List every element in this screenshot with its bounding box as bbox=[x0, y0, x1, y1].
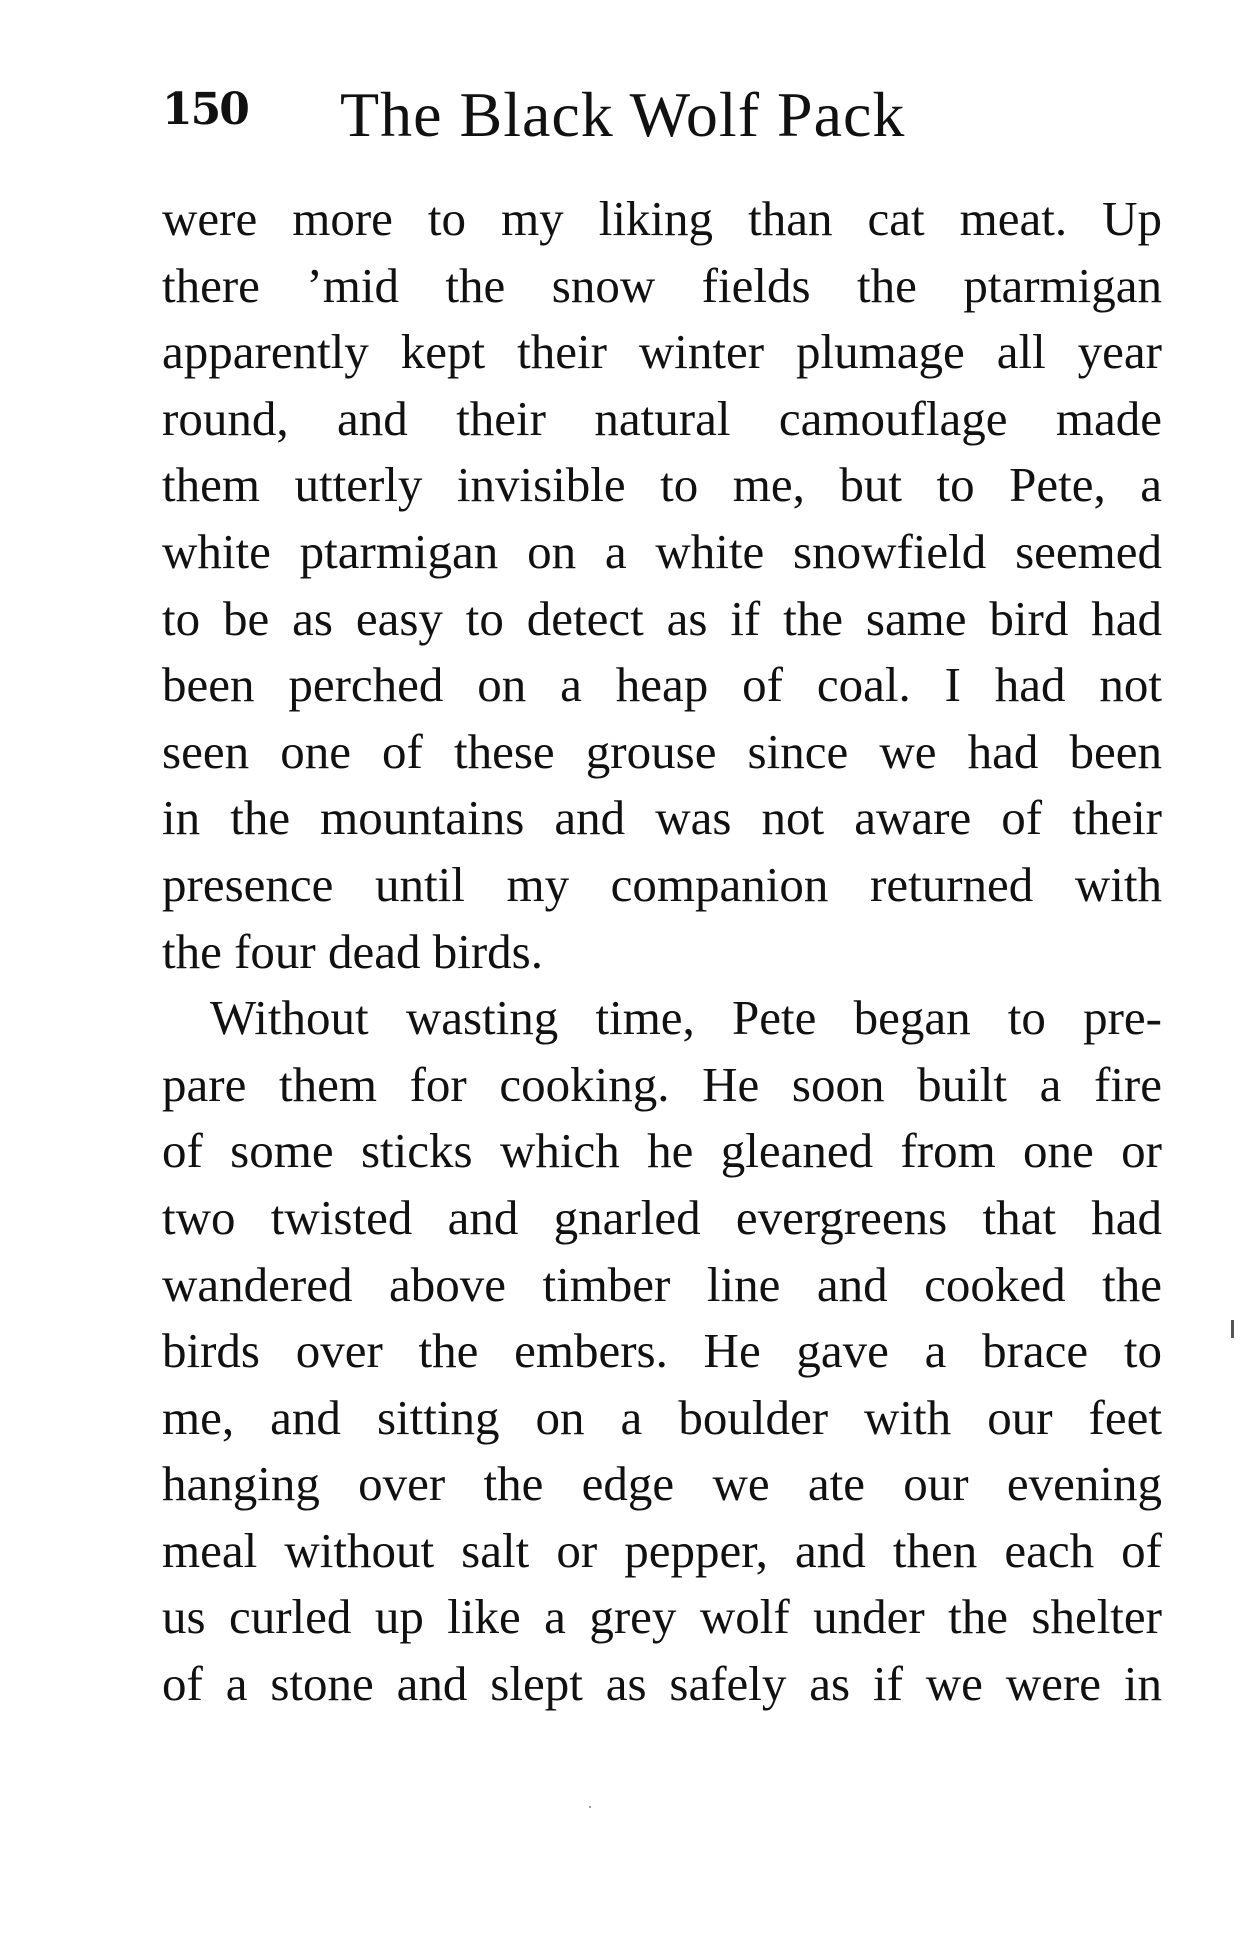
text-line: them utterly invisible to me, but to Pete, a bbox=[162, 457, 1162, 513]
text-line: me, and sitting on a boulder with our feet bbox=[162, 1389, 1162, 1445]
text-line: the four dead birds. bbox=[162, 923, 543, 979]
scan-speck bbox=[589, 1806, 591, 1808]
text-line: in the mountains and was not aware of their bbox=[162, 790, 1162, 846]
text-line: pare them for cooking. He soon built a fire bbox=[162, 1056, 1162, 1112]
page-number: 150 bbox=[162, 84, 248, 135]
text-line: of some sticks which he gleaned from one or bbox=[162, 1123, 1162, 1179]
text-line: round, and their natural camouflage made bbox=[162, 390, 1162, 446]
text-line: wandered above timber line and cooked the bbox=[162, 1256, 1162, 1312]
paragraph-2 bbox=[162, 985, 1162, 1718]
running-title: The Black Wolf Pack bbox=[340, 79, 906, 150]
text-line: been perched on a heap of coal. I had not bbox=[162, 657, 1162, 713]
text-line: Without wasting time, Pete began to pre- bbox=[210, 990, 1162, 1046]
paragraph-1 bbox=[162, 186, 1162, 985]
text-line: two twisted and gnarled evergreens that had bbox=[162, 1189, 1162, 1245]
text-line: apparently kept their winter plumage all year bbox=[162, 324, 1162, 380]
text-line: of a stone and slept as safely as if we were in bbox=[162, 1656, 1162, 1712]
text-line: white ptarmigan on a white snowfield seemed bbox=[162, 523, 1162, 579]
scan-edge-mark bbox=[1231, 1320, 1234, 1338]
text-line: presence until my companion returned with bbox=[162, 856, 1162, 912]
text-line: there ’mid the snow fields the ptarmigan bbox=[162, 257, 1162, 313]
body-text bbox=[162, 186, 1162, 1718]
text-line: were more to my liking than cat meat. Up bbox=[162, 191, 1162, 246]
text-line: seen one of these grouse since we had been bbox=[162, 723, 1162, 779]
text-line: to be as easy to detect as if the same bird had bbox=[162, 590, 1162, 646]
text-line: hanging over the edge we ate our evening bbox=[162, 1456, 1162, 1512]
page-header bbox=[162, 78, 1172, 158]
text-line: birds over the embers. He gave a brace to bbox=[162, 1323, 1162, 1379]
text-line: meal without salt or pepper, and then each of bbox=[162, 1522, 1162, 1578]
text-line: us curled up like a grey wolf under the shelter bbox=[162, 1589, 1162, 1645]
